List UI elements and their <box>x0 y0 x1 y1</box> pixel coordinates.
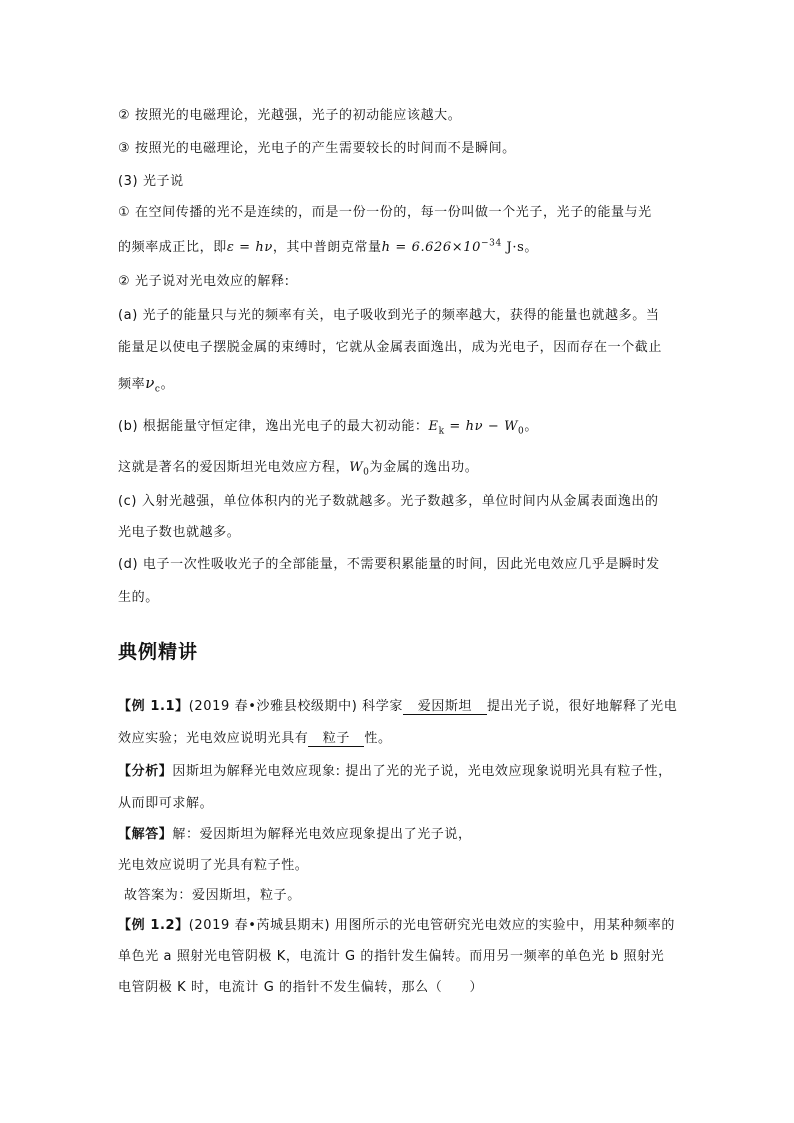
text-segment: 效应实验；光电效应说明光具有 <box>118 731 309 746</box>
work-function-symbol: W <box>349 460 364 475</box>
ek-subscript: k <box>438 426 445 437</box>
text-segment: 。 <box>160 377 175 392</box>
planck-constant-formula: h = 6.626×10 <box>381 240 482 255</box>
w0-subscript: 0 <box>518 426 525 437</box>
text-segment: 性。 <box>364 731 392 746</box>
text-segment: 提出光子说，很好地解释了光电 <box>486 699 678 714</box>
text-line-d-2: 生的。 <box>118 590 159 605</box>
example-2-line-1 <box>118 914 675 933</box>
text-segment: 解：爱因斯坦为解释光电效应现象提出了光子说， <box>172 827 472 842</box>
text-line-photon-2 <box>118 236 538 255</box>
text-segment: 频率 <box>118 377 146 392</box>
einstein-equation-rhs: = hν − W <box>444 419 519 434</box>
text-line-photon-1: ① 在空间传播的光不是连续的，而是一份一份的，每一份叫做一个光子，光子的能量与光 <box>118 205 652 220</box>
text-line-point-3: ③ 按照光的电磁理论，光电子的产生需要较长的时间而不是瞬间。 <box>118 141 516 156</box>
text-line-b-2 <box>118 456 478 478</box>
text-segment: 的频率成正比，即 <box>118 240 227 255</box>
cutoff-frequency-symbol: ν <box>145 374 155 392</box>
text-line-explanation-title: ② 光子说对光电效应的解释: <box>118 274 290 289</box>
text-segment: 这就是著名的爱因斯坦光电效应方程， <box>118 460 350 475</box>
planck-unit: J·s <box>501 240 525 255</box>
text-segment: (2019 春•沙雅县校级期中) 科学家 <box>188 699 403 714</box>
photon-energy-formula: ε = hν <box>226 240 273 255</box>
text-segment: (b) 根据能量守恒定律，逸出光电子的最大初动能： <box>118 419 429 434</box>
section-photon-theory: (3) 光子说 <box>118 174 184 189</box>
text-segment: 为金属的逸出功。 <box>369 460 479 475</box>
text-segment: (2019 春•芮城县期末) 用图所示的光电管研究光电效应的实验中，用某种频率的 <box>188 918 675 933</box>
text-segment: 。 <box>524 240 538 255</box>
cutoff-frequency-subscript: c <box>154 384 161 395</box>
section-heading: 典例精讲 <box>118 641 199 663</box>
einstein-equation: E <box>428 419 439 434</box>
text-line-a-3 <box>118 373 174 395</box>
analysis-line-1 <box>118 760 672 779</box>
example-1-line-1 <box>118 695 677 715</box>
text-segment: 。 <box>524 419 538 434</box>
text-line-c-2: 光电子数也就越多。 <box>118 525 241 540</box>
example-2-tag: 【例 1.2】 <box>118 918 189 933</box>
answer-blank-2: 粒子 <box>308 727 364 747</box>
text-line-point-2: ② 按照光的电磁理论，光越强，光子的初动能应该越大。 <box>118 108 462 123</box>
text-line-a-1: (a) 光子的能量只与光的频率有关，电子吸收到光子的频率越大，获得的能量也就越多。当 <box>118 308 660 323</box>
text-line-a-2: 能量足以使电子摆脱金属的束缚时，它就从金属表面逸出，成为光电子，因而存在一个截止 <box>118 340 663 355</box>
text-line-d-1: (d) 电子一次性吸收光子的全部能量，不需要积累能量的时间，因此光电效应几乎是瞬时发 <box>118 557 660 572</box>
answer-line-2: 光电效应说明了光具有粒子性。 <box>118 858 309 873</box>
analysis-tag: 【分析】 <box>118 764 173 779</box>
answer-line-1 <box>118 823 472 842</box>
answer-tag: 【解答】 <box>118 827 173 842</box>
text-segment: 因斯坦为解释光电效应现象: 提出了光的光子说，光电效应现象说明光具有粒子性， <box>172 764 672 779</box>
answer-line-3: 故答案为：爱因斯坦，粒子。 <box>124 888 301 903</box>
analysis-line-2: 从而即可求解。 <box>118 796 214 811</box>
example-1-tag: 【例 1.1】 <box>118 699 189 714</box>
example-2-line-2: 单色光 a 照射光电管阴极 K，电流计 G 的指针发生偏转。而用另一频率的单色光 b 照射光 <box>118 949 665 964</box>
text-line-b-1 <box>118 415 538 437</box>
text-line-c-1: (c) 入射光越强，单位体积内的光子数就越多。光子数越多，单位时间内从金属表面逸出的 <box>118 494 659 509</box>
text-segment: ，其中普朗克常量 <box>272 240 382 255</box>
work-function-subscript: 0 <box>363 467 370 478</box>
example-2-line-3: 电管阴极 K 时，电流计 G 的指针不发生偏转，那么（ ） <box>118 980 484 995</box>
answer-blank-1: 爱因斯坦 <box>403 695 487 715</box>
planck-exponent: −34 <box>481 238 502 249</box>
example-1-line-2 <box>118 727 392 747</box>
